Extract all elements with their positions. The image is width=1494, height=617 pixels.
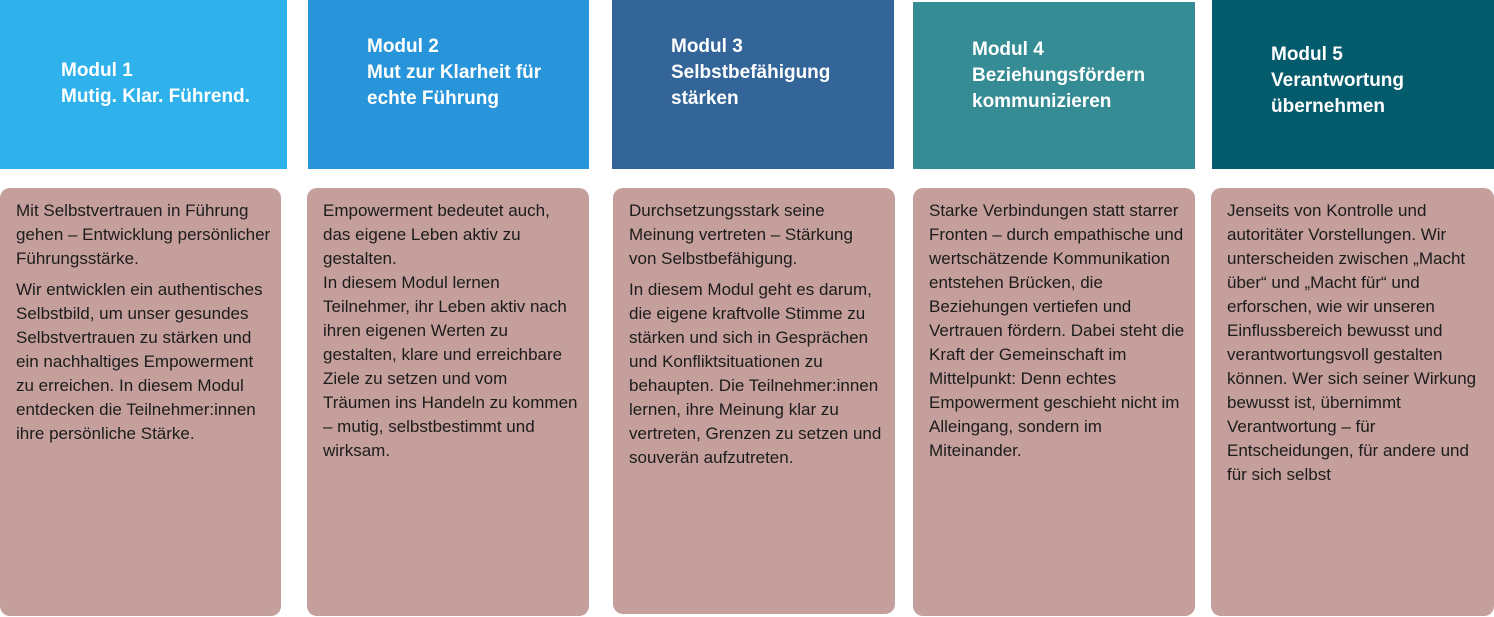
module-3-number: Modul 3 (671, 35, 743, 57)
module-5-intro: Jenseits von Kontrolle und autoritäter Vorstellungen. Wir unterscheiden zwischen „Macht über“ und „Macht für“ und erforschen, wie wir unseren Einflussbereich bewusst und verantwortungsvoll gestalten können. Wer sich seiner Wirkung bewusst ist, übernimmt Verantwortung – für Entscheidungen, für andere und für sich selbst (1227, 201, 1477, 484)
module-4-header (913, 2, 1195, 169)
module-2-header (308, 0, 589, 169)
module-5-description (1211, 188, 1494, 616)
module-4-title-line1: Beziehungsfördern (972, 64, 1146, 86)
module-5-number: Modul 5 (1271, 43, 1343, 65)
module-1-description (0, 188, 281, 616)
module-3-title-line2: stärken (671, 87, 739, 109)
module-3-body: In diesem Modul geht es darum, die eigene kraftvolle Stimme zu stärken und sich in Gesprächen und Konfliktsituationen zu behaupten. Die Teilnehmer:innen lernen, ihre Meinung klar zu vertreten, Grenzen zu setzen und souverän aufzutreten. (629, 280, 882, 467)
module-2-body: In diesem Modul lernen Teilnehmer, ihr Leben aktiv nach ihren eigenen Werten zu gestalten, klare und erreichbare Ziele zu setzen und vom Träumen ins Handeln zu kommen – mutig, selbstbestimmt und wirksam. (323, 273, 578, 460)
module-1-number: Modul 1 (61, 59, 133, 81)
module-2-intro: Empowerment bedeutet auch, das eigene Leben aktiv zu gestalten. (323, 201, 550, 268)
module-1-intro: Mit Selbstvertrauen in Führung gehen – Entwicklung persönlicher Führungsstärke. (16, 201, 271, 268)
module-3-title-line1: Selbstbefähigung (671, 61, 831, 83)
module-1-body: Wir entwicklen ein authentisches Selbstbild, um unser gesundes Selbstvertrauen zu stärken und ein nachhaltiges Empowerment zu erreichen. In diesem Modul entdecken die Teilnehmer:innen ihre persönliche Stärke. (16, 280, 263, 443)
module-5-title-line2: übernehmen (1271, 95, 1386, 117)
module-4-title-line2: kommunizieren (972, 90, 1112, 112)
module-5-title-line1: Verantwortung (1271, 69, 1405, 91)
module-5-header (1212, 0, 1494, 169)
module-4-intro: Starke Verbindungen statt starrer Fronten – durch empathische und wertschätzende Kommunikation entstehen Brücken, die Beziehungen vertiefen und Vertrauen fördern. Dabei steht die Kraft der Gemeinschaft im Mittelpunkt: Denn echtes Empowerment geschieht nicht im Alleingang, sondern im Miteinander. (929, 201, 1185, 460)
module-2-title-line1: Mut zur Klarheit für (367, 61, 542, 83)
module-4-description (913, 188, 1195, 616)
module-4-number: Modul 4 (972, 38, 1044, 60)
module-2-number: Modul 2 (367, 35, 439, 57)
module-3-header (612, 0, 894, 169)
module-2-description (307, 188, 589, 616)
module-3-description (613, 188, 895, 614)
module-1-title: Mutig. Klar. Führend. (61, 85, 250, 107)
module-2-title-line2: echte Führung (367, 87, 499, 109)
module-1-header (0, 0, 287, 169)
module-3-intro: Durchsetzungsstark seine Meinung vertreten – Stärkung von Selbstbefähigung. (629, 201, 853, 268)
